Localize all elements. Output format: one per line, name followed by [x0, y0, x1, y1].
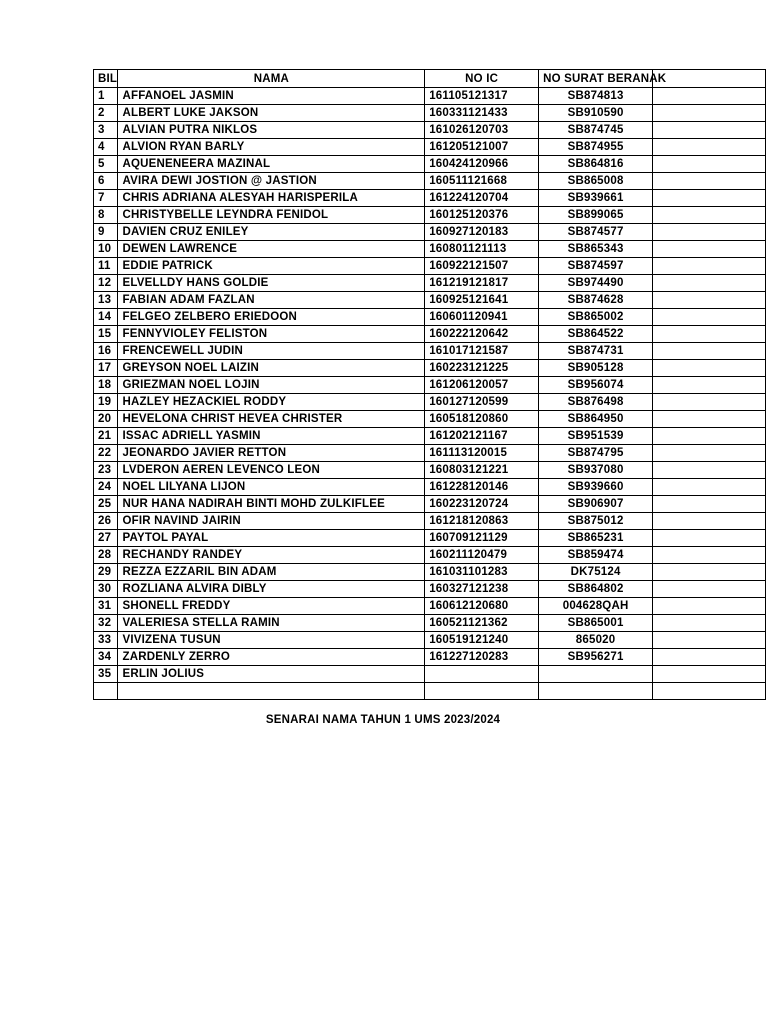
cell-extra	[653, 326, 766, 343]
cell-no-ic: 160223121225	[425, 360, 539, 377]
cell-bil: 14	[94, 309, 118, 326]
cell-extra	[653, 207, 766, 224]
cell-bil: 33	[94, 632, 118, 649]
cell-bil: 16	[94, 343, 118, 360]
cell-no-surat-beranak: SB939660	[539, 479, 653, 496]
cell-nama: NOEL LILYANA LIJON	[118, 479, 425, 496]
table-row	[94, 241, 766, 258]
cell-nama: OFIR NAVIND JAIRIN	[118, 513, 425, 530]
cell-bil: 23	[94, 462, 118, 479]
cell-bil: 26	[94, 513, 118, 530]
cell-extra	[653, 224, 766, 241]
student-roster-table	[93, 69, 766, 700]
cell-extra	[653, 445, 766, 462]
table-row	[94, 513, 766, 530]
cell-extra	[653, 547, 766, 564]
cell-no-ic: 160521121362	[425, 615, 539, 632]
cell-no-surat-beranak: SB865231	[539, 530, 653, 547]
cell-bil: 31	[94, 598, 118, 615]
cell-bil: 32	[94, 615, 118, 632]
cell-no-ic: 160927120183	[425, 224, 539, 241]
cell-no-surat-beranak: SB864950	[539, 411, 653, 428]
cell-extra	[653, 496, 766, 513]
table-row	[94, 428, 766, 445]
list-caption: SENARAI NAMA TAHUN 1 UMS 2023/2024	[265, 714, 501, 726]
cell-no-ic: 160222120642	[425, 326, 539, 343]
cell-extra	[653, 309, 766, 326]
cell-extra	[653, 666, 766, 683]
cell-extra	[653, 173, 766, 190]
cell-extra	[653, 683, 766, 700]
cell-no-ic: 161205121007	[425, 139, 539, 156]
cell-nama: FELGEO ZELBERO ERIEDOON	[118, 309, 425, 326]
table-row	[94, 598, 766, 615]
table-row	[94, 632, 766, 649]
cell-extra	[653, 292, 766, 309]
cell-extra	[653, 139, 766, 156]
cell-no-ic: 161017121587	[425, 343, 539, 360]
cell-bil: 9	[94, 224, 118, 241]
cell-no-surat-beranak: SB859474	[539, 547, 653, 564]
cell-nama: AVIRA DEWI JOSTION @ JASTION	[118, 173, 425, 190]
table-row	[94, 666, 766, 683]
cell-bil	[94, 683, 118, 700]
cell-no-surat-beranak: SB874795	[539, 445, 653, 462]
cell-no-ic: 161218120863	[425, 513, 539, 530]
cell-no-ic: 160518120860	[425, 411, 539, 428]
cell-bil: 34	[94, 649, 118, 666]
cell-no-surat-beranak: SB876498	[539, 394, 653, 411]
table-row	[94, 445, 766, 462]
cell-no-surat-beranak: SB974490	[539, 275, 653, 292]
header-bil: BIL	[94, 70, 118, 88]
table-row	[94, 530, 766, 547]
cell-bil: 20	[94, 411, 118, 428]
cell-bil: 24	[94, 479, 118, 496]
cell-no-ic: 160211120479	[425, 547, 539, 564]
cell-no-ic: 160601120941	[425, 309, 539, 326]
cell-bil: 5	[94, 156, 118, 173]
cell-no-surat-beranak: SB874597	[539, 258, 653, 275]
cell-no-ic	[425, 666, 539, 683]
cell-no-surat-beranak: SB875012	[539, 513, 653, 530]
table-row	[94, 343, 766, 360]
cell-nama: HAZLEY HEZACKIEL RODDY	[118, 394, 425, 411]
cell-no-ic: 161113120015	[425, 445, 539, 462]
cell-no-ic: 161202121167	[425, 428, 539, 445]
table-row	[94, 394, 766, 411]
cell-no-surat-beranak	[539, 666, 653, 683]
cell-no-ic: 161219121817	[425, 275, 539, 292]
cell-no-ic: 160331121433	[425, 105, 539, 122]
cell-nama: CHRISTYBELLE LEYNDRA FENIDOL	[118, 207, 425, 224]
table-row	[94, 360, 766, 377]
cell-nama: FENNYVIOLEY FELISTON	[118, 326, 425, 343]
cell-nama: REZZA EZZARIL BIN ADAM	[118, 564, 425, 581]
cell-nama: GRIEZMAN NOEL LOJIN	[118, 377, 425, 394]
cell-extra	[653, 564, 766, 581]
cell-extra	[653, 615, 766, 632]
cell-bil: 1	[94, 88, 118, 105]
cell-no-surat-beranak: SB874577	[539, 224, 653, 241]
cell-no-surat-beranak: SB956074	[539, 377, 653, 394]
cell-nama: ERLIN JOLIUS	[118, 666, 425, 683]
cell-no-surat-beranak: SB906907	[539, 496, 653, 513]
cell-no-surat-beranak: SB905128	[539, 360, 653, 377]
table-row	[94, 258, 766, 275]
header-no-ic: NO IC	[425, 70, 539, 88]
cell-no-surat-beranak: SB864802	[539, 581, 653, 598]
cell-bil: 18	[94, 377, 118, 394]
table-row	[94, 615, 766, 632]
table-row	[94, 649, 766, 666]
cell-extra	[653, 360, 766, 377]
cell-extra	[653, 462, 766, 479]
table-row	[94, 139, 766, 156]
cell-bil: 30	[94, 581, 118, 598]
cell-no-ic: 161105121317	[425, 88, 539, 105]
cell-nama: EDDIE PATRICK	[118, 258, 425, 275]
table-row	[94, 105, 766, 122]
cell-extra	[653, 275, 766, 292]
cell-bil: 27	[94, 530, 118, 547]
cell-nama: SHONELL FREDDY	[118, 598, 425, 615]
cell-nama: ZARDENLY ZERRO	[118, 649, 425, 666]
cell-extra	[653, 105, 766, 122]
cell-nama: JEONARDO JAVIER RETTON	[118, 445, 425, 462]
cell-no-surat-beranak: DK75124	[539, 564, 653, 581]
cell-no-surat-beranak: SB899065	[539, 207, 653, 224]
table-row	[94, 581, 766, 598]
table-row	[94, 479, 766, 496]
cell-bil: 17	[94, 360, 118, 377]
cell-bil: 35	[94, 666, 118, 683]
table-row	[94, 377, 766, 394]
cell-no-surat-beranak: 865020	[539, 632, 653, 649]
cell-bil: 2	[94, 105, 118, 122]
cell-nama: ROZLIANA ALVIRA DIBLY	[118, 581, 425, 598]
cell-nama: RECHANDY RANDEY	[118, 547, 425, 564]
cell-bil: 6	[94, 173, 118, 190]
cell-nama: NUR HANA NADIRAH BINTI MOHD ZULKIFLEE	[118, 496, 425, 513]
table-row	[94, 326, 766, 343]
cell-extra	[653, 258, 766, 275]
table-row	[94, 462, 766, 479]
cell-nama: ELVELLDY HANS GOLDIE	[118, 275, 425, 292]
cell-no-ic: 160612120680	[425, 598, 539, 615]
cell-no-surat-beranak: SB864522	[539, 326, 653, 343]
table-row	[94, 88, 766, 105]
student-list-sheet	[93, 69, 768, 700]
cell-nama: FABIAN ADAM FAZLAN	[118, 292, 425, 309]
cell-extra	[653, 156, 766, 173]
cell-nama: AQUENENEERA MAZINAL	[118, 156, 425, 173]
cell-bil: 10	[94, 241, 118, 258]
cell-nama: HEVELONA CHRIST HEVEA CHRISTER	[118, 411, 425, 428]
cell-extra	[653, 88, 766, 105]
cell-bil: 15	[94, 326, 118, 343]
cell-no-ic: 160125120376	[425, 207, 539, 224]
cell-extra	[653, 598, 766, 615]
table-row	[94, 309, 766, 326]
cell-bil: 29	[94, 564, 118, 581]
cell-no-ic: 160925121641	[425, 292, 539, 309]
cell-no-ic: 160801121113	[425, 241, 539, 258]
cell-bil: 11	[94, 258, 118, 275]
cell-bil: 4	[94, 139, 118, 156]
header-nama: NAMA	[118, 70, 425, 88]
header-no-surat-beranak: NO SURAT BERANAK	[539, 70, 653, 88]
cell-no-ic: 160327121238	[425, 581, 539, 598]
cell-no-surat-beranak: SB939661	[539, 190, 653, 207]
cell-extra	[653, 428, 766, 445]
table-row	[94, 207, 766, 224]
cell-no-surat-beranak: SB864816	[539, 156, 653, 173]
cell-nama: FRENCEWELL JUDIN	[118, 343, 425, 360]
cell-bil: 8	[94, 207, 118, 224]
cell-no-ic: 161227120283	[425, 649, 539, 666]
cell-no-ic: 161026120703	[425, 122, 539, 139]
cell-nama	[118, 683, 425, 700]
cell-bil: 13	[94, 292, 118, 309]
cell-bil: 28	[94, 547, 118, 564]
cell-nama: VIVIZENA TUSUN	[118, 632, 425, 649]
cell-nama: PAYTOL PAYAL	[118, 530, 425, 547]
cell-nama: ALBERT LUKE JAKSON	[118, 105, 425, 122]
table-row	[94, 275, 766, 292]
cell-no-ic: 161031101283	[425, 564, 539, 581]
cell-no-ic: 160709121129	[425, 530, 539, 547]
cell-bil: 22	[94, 445, 118, 462]
cell-nama: DAVIEN CRUZ ENILEY	[118, 224, 425, 241]
cell-no-surat-beranak: SB874731	[539, 343, 653, 360]
cell-extra	[653, 394, 766, 411]
cell-nama: LVDERON AEREN LEVENCO LEON	[118, 462, 425, 479]
table-row	[94, 190, 766, 207]
cell-no-surat-beranak: 004628QAH	[539, 598, 653, 615]
cell-no-surat-beranak	[539, 683, 653, 700]
cell-no-surat-beranak: SB865343	[539, 241, 653, 258]
cell-no-surat-beranak: SB865008	[539, 173, 653, 190]
cell-nama: ISSAC ADRIELL YASMIN	[118, 428, 425, 445]
cell-nama: CHRIS ADRIANA ALESYAH HARISPERILA	[118, 190, 425, 207]
cell-extra	[653, 343, 766, 360]
cell-extra	[653, 530, 766, 547]
table-row	[94, 156, 766, 173]
table-row	[94, 683, 766, 700]
cell-no-ic: 160803121221	[425, 462, 539, 479]
cell-no-surat-beranak: SB874628	[539, 292, 653, 309]
cell-nama: DEWEN LAWRENCE	[118, 241, 425, 258]
cell-no-surat-beranak: SB865001	[539, 615, 653, 632]
table-row	[94, 411, 766, 428]
table-row	[94, 547, 766, 564]
cell-bil: 7	[94, 190, 118, 207]
cell-no-ic: 160223120724	[425, 496, 539, 513]
cell-no-surat-beranak: SB874955	[539, 139, 653, 156]
cell-extra	[653, 581, 766, 598]
cell-no-ic: 160922121507	[425, 258, 539, 275]
cell-bil: 12	[94, 275, 118, 292]
cell-no-surat-beranak: SB910590	[539, 105, 653, 122]
cell-no-surat-beranak: SB951539	[539, 428, 653, 445]
table-row	[94, 224, 766, 241]
cell-extra	[653, 190, 766, 207]
cell-no-ic: 160519121240	[425, 632, 539, 649]
cell-no-ic: 161206120057	[425, 377, 539, 394]
cell-no-surat-beranak: SB865002	[539, 309, 653, 326]
table-row	[94, 173, 766, 190]
cell-no-ic: 160127120599	[425, 394, 539, 411]
header-extra	[653, 70, 766, 88]
cell-nama: GREYSON NOEL LAIZIN	[118, 360, 425, 377]
cell-no-ic: 160511121668	[425, 173, 539, 190]
cell-no-surat-beranak: SB956271	[539, 649, 653, 666]
cell-bil: 19	[94, 394, 118, 411]
table-row	[94, 564, 766, 581]
cell-extra	[653, 411, 766, 428]
cell-extra	[653, 377, 766, 394]
cell-bil: 25	[94, 496, 118, 513]
cell-bil: 21	[94, 428, 118, 445]
cell-no-ic: 161224120704	[425, 190, 539, 207]
cell-no-ic: 160424120966	[425, 156, 539, 173]
cell-bil: 3	[94, 122, 118, 139]
cell-no-surat-beranak: SB874813	[539, 88, 653, 105]
cell-extra	[653, 122, 766, 139]
cell-extra	[653, 479, 766, 496]
table-row	[94, 292, 766, 309]
cell-nama: VALERIESA STELLA RAMIN	[118, 615, 425, 632]
cell-nama: AFFANOEL JASMIN	[118, 88, 425, 105]
cell-extra	[653, 649, 766, 666]
cell-extra	[653, 513, 766, 530]
header-row	[94, 70, 766, 88]
table-row	[94, 496, 766, 513]
cell-extra	[653, 241, 766, 258]
cell-no-surat-beranak: SB937080	[539, 462, 653, 479]
cell-extra	[653, 632, 766, 649]
table-row	[94, 122, 766, 139]
cell-nama: ALVIAN PUTRA NIKLOS	[118, 122, 425, 139]
cell-no-surat-beranak: SB874745	[539, 122, 653, 139]
roster-body	[94, 88, 766, 700]
cell-no-ic	[425, 683, 539, 700]
cell-no-ic: 161228120146	[425, 479, 539, 496]
cell-nama: ALVION RYAN BARLY	[118, 139, 425, 156]
